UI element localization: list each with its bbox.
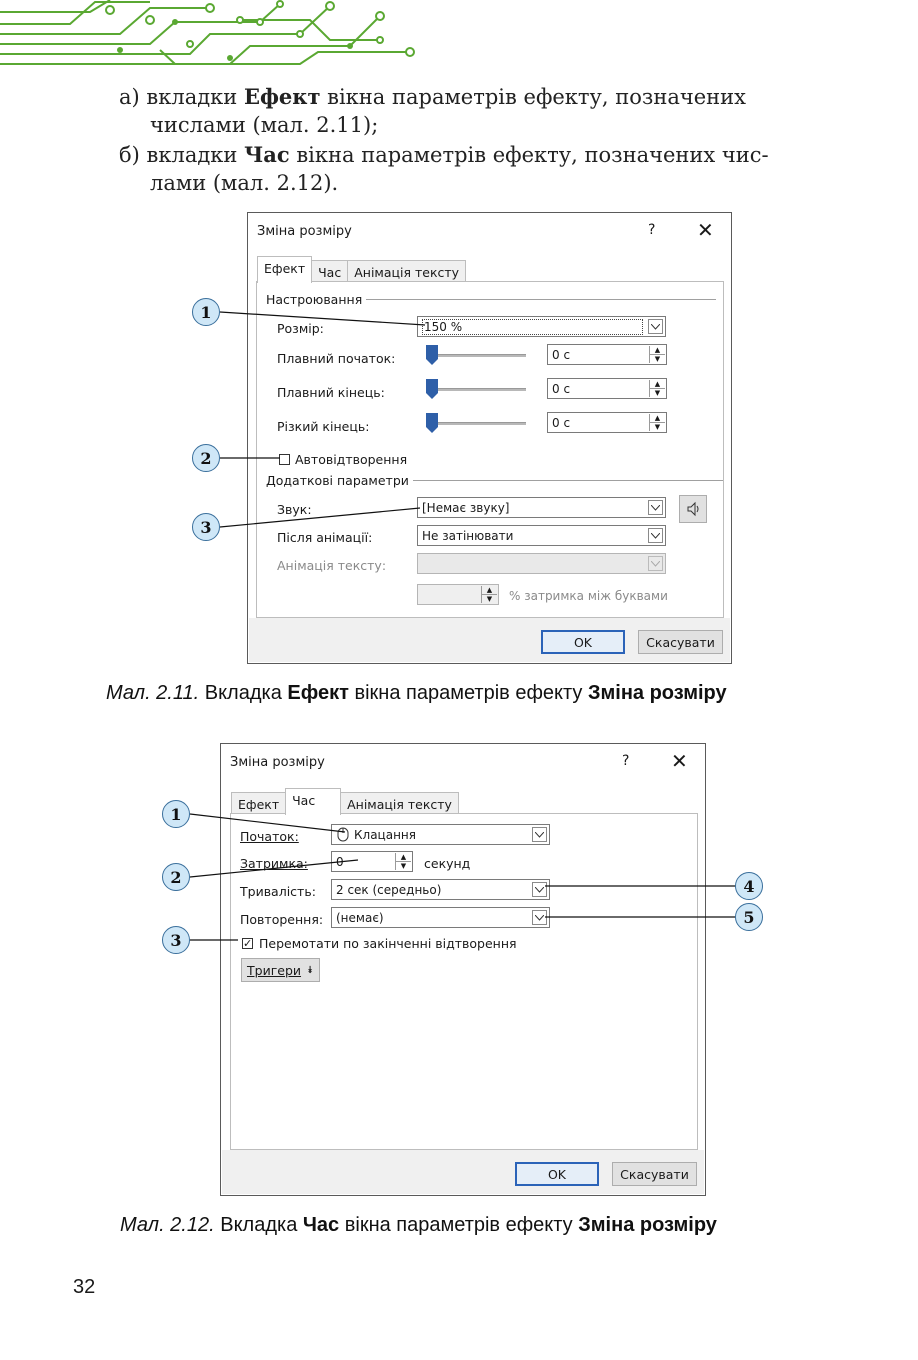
autoreverse-label: Автовідтворення: [295, 452, 408, 467]
chevron-down-icon[interactable]: [532, 827, 547, 842]
double-chevron-down-icon: ⯯: [307, 964, 314, 976]
chevron-down-icon[interactable]: [648, 528, 663, 543]
caption-text: вікна параметрів ефекту: [348, 682, 588, 704]
slider-thumb-icon[interactable]: [426, 379, 438, 399]
timing-options-dialog: [220, 743, 706, 1196]
callout-badge-3: 3: [162, 926, 190, 954]
caption-bold: Ефект: [287, 682, 349, 704]
spin-down-icon[interactable]: ▼: [654, 389, 661, 397]
spin-down-icon[interactable]: ▼: [654, 423, 661, 431]
start-combo[interactable]: [331, 824, 550, 845]
tab-strip: [231, 792, 458, 815]
callout-badge-1: 1: [192, 298, 220, 326]
task-a-line2: [119, 111, 844, 140]
tab-timing[interactable]: Час: [311, 260, 348, 283]
letter-delay-label: % затримка між буквами: [509, 589, 668, 603]
spin-buttons[interactable]: [649, 380, 665, 397]
tab-effect[interactable]: Ефект: [257, 256, 312, 283]
start-value: Клацання: [354, 828, 416, 842]
speaker-icon: [685, 501, 701, 517]
spin-buttons[interactable]: [649, 414, 665, 431]
chevron-down-icon[interactable]: [648, 319, 663, 334]
group-settings-label: Настроювання: [266, 292, 363, 307]
close-icon[interactable]: ✕: [671, 749, 688, 773]
task-a-bold: Ефект: [243, 84, 321, 109]
cancel-button[interactable]: Скасувати: [612, 1162, 697, 1186]
letter-delay-spinner[interactable]: [417, 584, 499, 605]
smooth-end-spinner[interactable]: [547, 378, 667, 399]
after-animation-combo[interactable]: [417, 525, 666, 546]
caption-text: Вкладка: [199, 682, 288, 704]
sound-label: Звук:: [277, 502, 312, 517]
after-animation-value: Не затінювати: [422, 529, 514, 543]
task-item-b: [119, 140, 844, 170]
task-a-text2: вікна параметрів ефекту, позначених: [327, 85, 747, 109]
chevron-down-icon[interactable]: [532, 882, 547, 897]
caption-bold: Зміна розміру: [587, 682, 727, 704]
task-b-prefix: б): [119, 143, 140, 167]
callout-badge-3: 3: [192, 513, 220, 541]
triggers-label: Тригери: [247, 962, 302, 978]
effect-options-dialog: [247, 212, 732, 664]
smooth-start-value: 0 с: [552, 348, 571, 362]
task-b-line2: [119, 169, 844, 198]
ok-button[interactable]: OK: [515, 1162, 599, 1186]
ok-button[interactable]: OK: [541, 630, 625, 654]
delay-unit: секунд: [424, 856, 471, 871]
sound-combo[interactable]: [417, 497, 666, 518]
callout-badge-1: 1: [162, 800, 190, 828]
delay-value: 0: [336, 855, 344, 869]
chevron-down-icon: [648, 556, 663, 571]
task-a-text3: числами (мал. 2.11);: [150, 113, 379, 137]
speaker-button[interactable]: [679, 495, 707, 523]
smooth-start-label: Плавний початок:: [277, 351, 396, 366]
repeat-combo[interactable]: [331, 907, 550, 928]
animate-text-combo[interactable]: [417, 553, 666, 574]
spin-down-icon[interactable]: ▼: [486, 595, 493, 603]
close-icon[interactable]: ✕: [697, 218, 714, 242]
dialog-title: Зміна розміру: [230, 755, 325, 770]
task-b-bold: Час: [244, 142, 290, 167]
smooth-start-spinner[interactable]: [547, 344, 667, 365]
caption-number: Мал. 2.12.: [120, 1214, 215, 1236]
help-button[interactable]: ?: [648, 222, 656, 238]
bounce-end-value: 0 с: [552, 416, 571, 430]
spin-buttons[interactable]: [649, 346, 665, 363]
sound-value: [Немає звуку]: [422, 501, 510, 515]
animate-text-label: Анімація тексту:: [277, 558, 387, 573]
caption-text: вікна параметрів ефекту: [339, 1214, 579, 1236]
spin-up-icon[interactable]: ▲: [650, 414, 665, 423]
task-a-prefix: а): [119, 85, 140, 109]
spin-down-icon[interactable]: ▼: [400, 862, 407, 870]
tab-panel: [230, 813, 698, 1150]
spin-up-icon[interactable]: ▲: [650, 346, 665, 355]
task-item-a: [119, 82, 844, 112]
tab-panel: [256, 281, 724, 618]
help-button[interactable]: ?: [622, 753, 630, 769]
group-enhancements-label: Додаткові параметри: [266, 473, 409, 488]
duration-combo[interactable]: [331, 879, 550, 900]
callout-badge-2: 2: [162, 863, 190, 891]
repeat-value: (немає): [336, 911, 384, 925]
spin-buttons[interactable]: [395, 853, 411, 870]
triggers-button[interactable]: [241, 958, 320, 982]
spin-up-icon[interactable]: ▲: [650, 380, 665, 389]
smooth-end-value: 0 с: [552, 382, 571, 396]
bounce-end-slider[interactable]: [431, 422, 526, 425]
rewind-label: Перемотати по закінченні відтворення: [259, 936, 517, 951]
delay-label: [240, 856, 308, 871]
size-combo[interactable]: [417, 316, 666, 337]
figure-caption-1: [106, 682, 727, 705]
size-value: 150 %: [422, 319, 643, 335]
smooth-end-label: Плавний кінець:: [277, 385, 385, 400]
task-b-text3: лами (мал. 2.12).: [150, 171, 339, 195]
tab-timing[interactable]: Час: [285, 788, 341, 815]
smooth-start-slider[interactable]: [431, 354, 526, 357]
circuit-decoration: [0, 0, 430, 72]
delay-label-text: Затримка:: [240, 856, 308, 871]
start-label-text: Початок:: [240, 829, 299, 844]
group-settings: [266, 292, 716, 307]
callout-badge-4: 4: [735, 872, 763, 900]
after-animation-label: Після анімації:: [277, 530, 373, 545]
mouse-icon: [337, 827, 349, 842]
bounce-end-spinner[interactable]: [547, 412, 667, 433]
slider-thumb-icon[interactable]: [426, 345, 438, 365]
spin-up-icon[interactable]: ▲: [396, 853, 411, 862]
caption-text: Вкладка: [214, 1214, 303, 1236]
autoreverse-checkbox[interactable]: [279, 454, 290, 465]
duration-value: 2 сек (середньо): [336, 883, 442, 897]
bounce-end-label: Різкий кінець:: [277, 419, 370, 434]
spin-down-icon[interactable]: ▼: [654, 355, 661, 363]
repeat-label: Повторення:: [240, 912, 324, 927]
tab-effect[interactable]: Ефект: [231, 792, 286, 815]
rewind-checkbox[interactable]: ✓: [243, 937, 253, 950]
callout-badge-2: 2: [192, 444, 220, 472]
tab-text-animation[interactable]: Анімація тексту: [340, 792, 459, 815]
page-number: 32: [73, 1276, 96, 1298]
chevron-down-icon[interactable]: [532, 910, 547, 925]
figure-caption-2: [120, 1214, 717, 1237]
start-label: [240, 829, 299, 844]
spin-buttons[interactable]: [481, 586, 497, 603]
task-b-text2: вікна параметрів ефекту, позначених чис-: [296, 143, 769, 167]
tab-text-animation[interactable]: Анімація тексту: [347, 260, 466, 283]
caption-bold: Час: [302, 1214, 340, 1236]
group-enhancements: [266, 473, 723, 488]
spin-up-icon[interactable]: ▲: [482, 586, 497, 595]
caption-bold: Зміна розміру: [578, 1214, 717, 1236]
delay-spinner[interactable]: [331, 851, 413, 872]
slider-thumb-icon[interactable]: [426, 413, 438, 433]
tab-strip: [257, 260, 465, 283]
cancel-button[interactable]: Скасувати: [638, 630, 723, 654]
chevron-down-icon[interactable]: [648, 500, 663, 515]
smooth-end-slider[interactable]: [431, 388, 526, 391]
task-b-text1: вкладки: [146, 143, 238, 167]
dialog-title: Зміна розміру: [257, 224, 352, 239]
task-a-text1: вкладки: [146, 85, 238, 109]
size-label: Розмір:: [277, 321, 324, 336]
callout-badge-5: 5: [735, 903, 763, 931]
duration-label: Тривалість:: [240, 884, 316, 899]
caption-number: Мал. 2.11.: [106, 682, 200, 704]
